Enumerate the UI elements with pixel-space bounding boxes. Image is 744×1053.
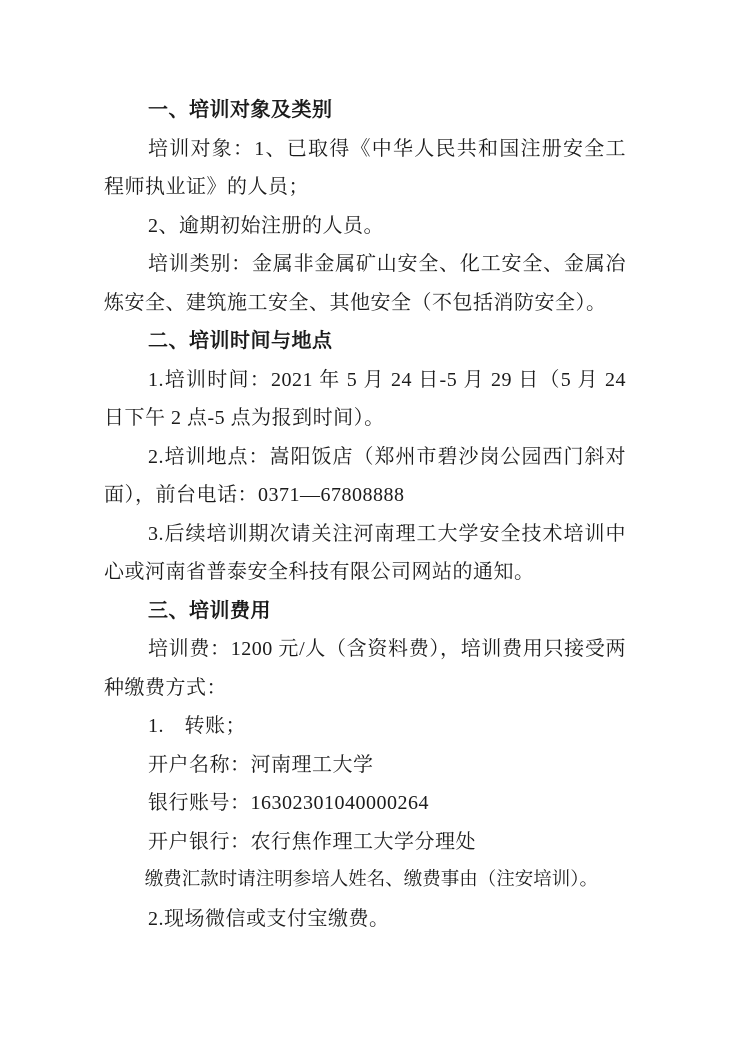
para-training-location: 2.培训地点：嵩阳饭店（郑州市碧沙岗公园西门斜对面），前台电话：0371—67808888 [104,445,626,506]
para-payment-method-onsite: 2.现场微信或支付宝缴费。 [148,907,390,930]
para-training-categories: 培训类别：金属非金属矿山安全、化工安全、金属冶炼安全、建筑施工安全、其他安全（不包括消防安全）。 [104,253,626,314]
para-followup-notice: 3.后续培训期次请关注河南理工大学安全技术培训中心或河南省普泰安全科技有限公司网站的通知。 [104,522,626,583]
section-3-heading: 三、培训费用 [148,599,271,622]
para-training-fee: 培训费：1200 元/人（含资料费），培训费用只接受两种缴费方式： [104,638,626,699]
para-bank-name: 开户银行：农行焦作理工大学分理处 [148,830,476,853]
para-training-targets: 培训对象：1、已取得《中华人民共和国注册安全工程师执业证》的人员； [104,137,626,198]
section-2-heading: 二、培训时间与地点 [148,330,333,352]
section-1-heading: 一、培训对象及类别 [148,99,333,121]
para-remittance-note: 缴费汇款时请注明参培人姓名、缴费事由（注安培训）。 [144,870,598,890]
para-training-time: 1.培训时间：2021 年 5 月 24 日-5 月 29 日（5 月 24 日下午 2 点-5 点为报到时间）。 [104,368,626,429]
para-account-name: 开户名称：河南理工大学 [148,753,374,776]
para-bank-account-number: 银行账号：16302301040000264 [148,792,429,814]
para-payment-method-transfer: 1. 转账； [148,715,246,737]
para-training-targets-item2: 2、逾期初始注册的人员。 [148,214,384,237]
document-body [104,91,626,938]
